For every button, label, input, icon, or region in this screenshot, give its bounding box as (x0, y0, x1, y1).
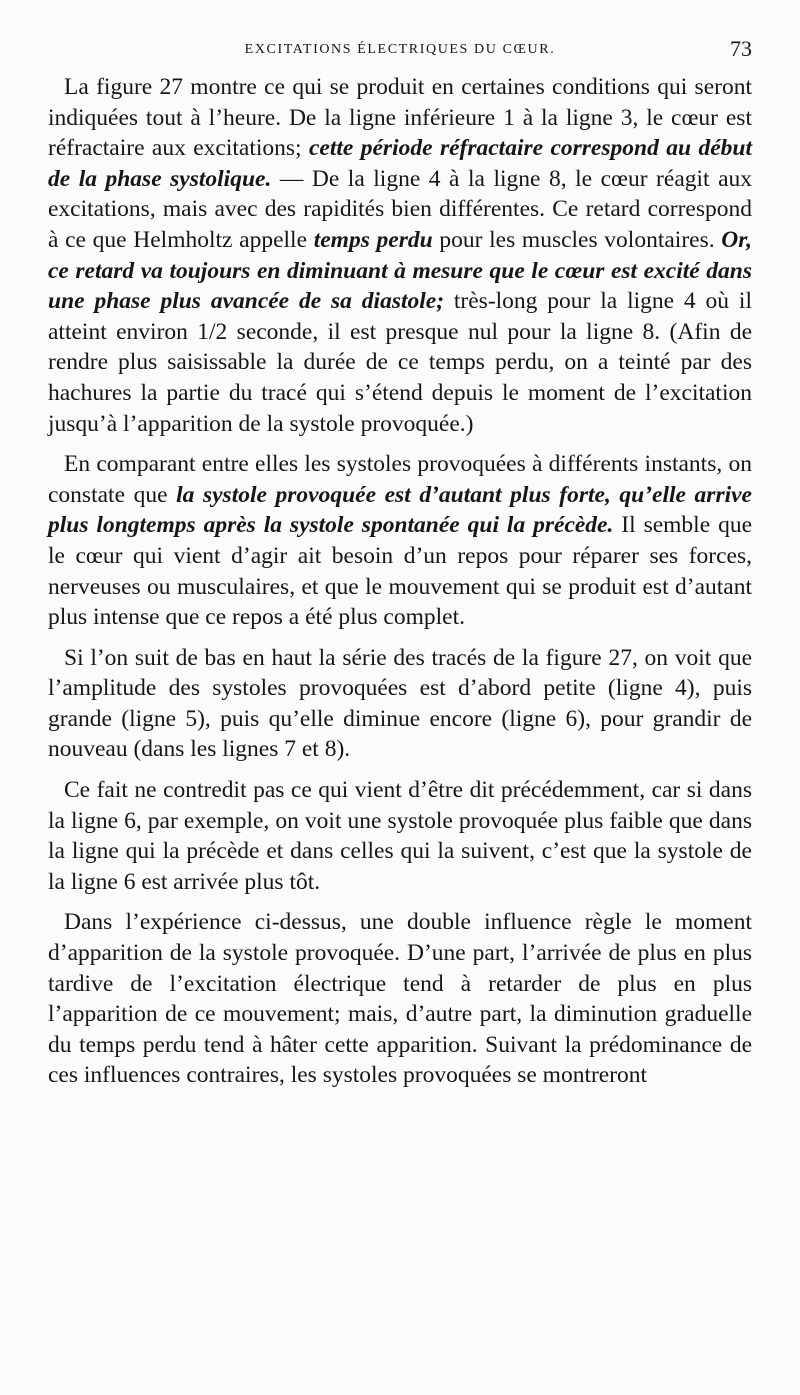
paragraph (48, 643, 752, 765)
text-run: Dans l’expérience ci-dessus, une double influence règle le moment d’apparition de la systole provoquée. D’une part, l’arrivée de plus en plus tardive de l’excitation électrique tend à retarder de plus en plus l’apparition de ce mouvement; mais, d’autre part, la diminution graduelle du temps perdu tend à hâter cette apparition. Suivant la prédominance de ces influences contraires, les systoles provoquées se montreront (48, 909, 752, 1089)
text-run: En comparant entre elles les systoles provoquées à différents instants, on constate que (48, 451, 752, 508)
text-run: pour les muscles volontaires. (432, 226, 722, 253)
page-number: 73 (730, 36, 752, 61)
emphasized-text: cette période réfractaire correspond au début de la phase systolique. (48, 135, 752, 192)
running-head: EXCITATIONS ÉLECTRIQUES DU CŒUR. (244, 42, 556, 57)
emphasized-text: Or, ce retard va toujours en diminuant à mesure que le cœur est excité dans une phase plus avancée de sa diastole; (48, 226, 752, 315)
text-run: La figure 27 montre ce qui se produit en certaines conditions qui seront indiquées tout à l’heure. De la ligne inférieure 1 à la ligne 3, le cœur est réfractaire aux excitations; (48, 74, 752, 162)
text-run: très-long pour la ligne 4 où il atteint environ 1/2 seconde, il est presque nul pour la ligne 8. (Afin de rendre plus saisissable la durée de ce temps perdu, on a teinté par des hachures la partie du tracé qui s’étend depuis le moment de l’excitation jusqu’à l’apparition de la systole provoquée.) (48, 288, 752, 437)
text-run: Ce fait ne contredit pas ce qui vient d’être dit précédemment, car si dans la ligne 6, par exemple, on voit une systole provoquée plus faible que dans la ligne qui la précède et dans celles qui la suivent, c’est que la systole de la ligne 6 est arrivée plus tôt. (48, 777, 752, 895)
paragraph (48, 449, 752, 633)
emphasized-text: temps perdu (313, 226, 433, 253)
page-header (48, 36, 752, 66)
text-run: — De la ligne 4 à la ligne 8, le cœur réagit aux excitations, mais avec des rapidités bien différentes. Ce retard correspond à ce que Helmholtz appelle (48, 165, 752, 253)
text-run: Si l’on suit de bas en haut la série des tracés de la figure 27, on voit que l’amplitude des systoles provoquées est d’abord petite (ligne 4), puis grande (ligne 5), puis qu’elle diminue encore (ligne 6), pour grandir de nouveau (dans les lignes 7 et 8). (48, 644, 752, 763)
emphasized-text: la systole provoquée est d’autant plus forte, qu’elle arrive plus longtemps après la systole spontanée qui la précède. (48, 481, 752, 539)
text-run: Il semble que le cœur qui vient d’agir ait besoin d’un repos pour réparer ses forces, nerveuses ou musculaires, et que le mouvement qui se produit est d’autant plus intense que ce repos a été plus complet. (48, 512, 752, 631)
body-text (48, 72, 752, 1101)
paragraph (48, 72, 752, 439)
paragraph (48, 775, 752, 897)
paragraph (48, 907, 752, 1091)
